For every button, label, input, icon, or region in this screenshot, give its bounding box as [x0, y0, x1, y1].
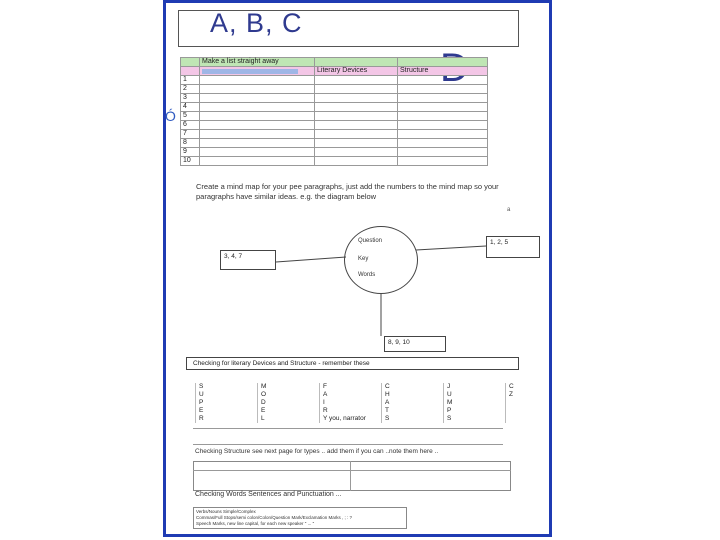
structure-instructions: Checking Structure see next page for types .. add them if you can ..note them here ..: [195, 448, 439, 455]
structure-notes-box: [193, 461, 511, 491]
table-row: 3: [181, 94, 488, 103]
checking-bar: Checking for literary Devices and Structure - remember these: [186, 357, 519, 370]
divider: [193, 428, 503, 429]
table-row: 5: [181, 112, 488, 121]
table-row: 7: [181, 130, 488, 139]
notes-line: Speech Marks, new line capital, for each new speaker " ... ": [196, 521, 315, 526]
instructions-marker: a: [507, 207, 511, 213]
mindmap-left-box: 3, 4, 7: [220, 250, 276, 270]
table-row: 6: [181, 121, 488, 130]
col-structure: Structure: [398, 67, 488, 76]
table-heading: Make a list straight away: [200, 58, 315, 67]
table-row: 1: [181, 76, 488, 85]
mnemonic-row: S M F C J C: [196, 383, 568, 391]
table-row: 2: [181, 85, 488, 94]
page-title: A, B, C: [210, 8, 303, 38]
mindmap-bottom-box: 8, 9, 10: [384, 336, 446, 352]
center-line-words: Words: [358, 272, 376, 278]
table-row: 9: [181, 148, 488, 157]
center-line-question: Question: [358, 238, 383, 244]
table-row: 8: [181, 139, 488, 148]
mindmap-center-circle: [344, 226, 418, 294]
mnemonic-table: [195, 383, 567, 423]
table-row: 4: [181, 103, 488, 112]
mnemonic-row: P D I A M: [196, 399, 568, 407]
col-literary-devices: Literary Devices: [315, 67, 398, 76]
mnemonic-row: R L Y you, narrator S S: [196, 415, 568, 423]
notes-line: Commas/Full Stops/semi colon/Colon/Question Mark/Exclamation Marks , ; : ?: [196, 515, 353, 520]
connector-right: [416, 246, 486, 250]
connector-left: [276, 257, 346, 262]
divider: [193, 470, 511, 471]
words-instructions: Checking Words Sentences and Punctuation ...: [195, 491, 342, 498]
divider: [350, 461, 351, 491]
table-row: 10: [181, 157, 488, 166]
mindmap-right-box: 1, 2, 5: [486, 236, 540, 258]
side-glyph: Ó: [165, 108, 176, 124]
instructions-text: Create a mind map for your pee paragraphs, just add the numbers to the mind map so your paragraphs have similar ideas. e.g. the diagram below: [196, 182, 499, 201]
mnemonic-row: U O A H U Z: [196, 391, 568, 399]
center-line-key: Key: [358, 256, 369, 262]
notes-line: Verbs/Nouns Simple/Complex: [196, 509, 256, 514]
divider: [193, 444, 503, 445]
punctuation-notes-box: [193, 507, 407, 529]
mnemonic-row: E E R T P: [196, 407, 568, 415]
